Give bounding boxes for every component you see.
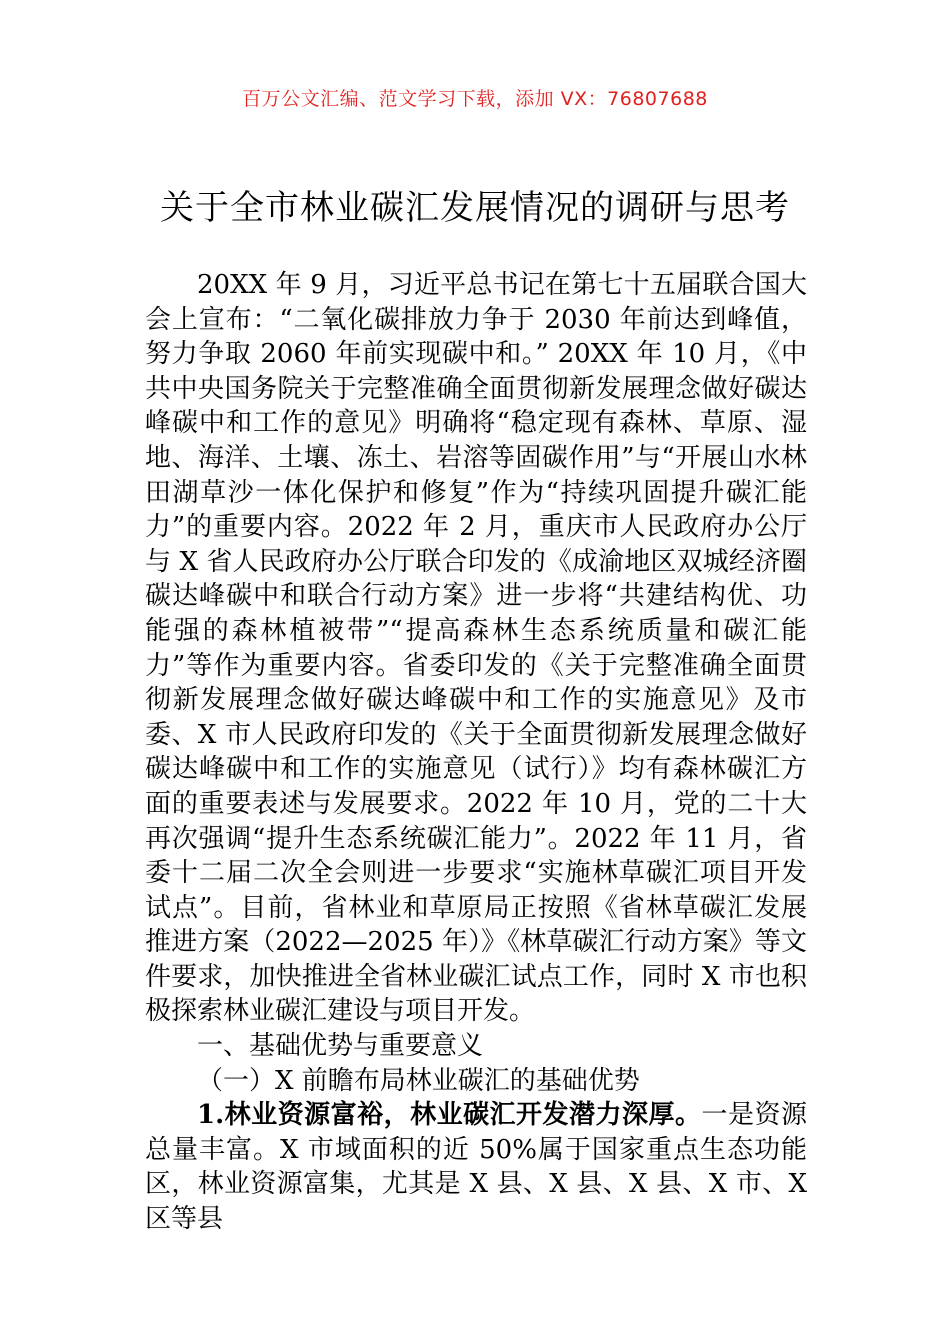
document-body [145,268,807,1237]
subsection-heading-1: （一）X 前瞻布局林业碳汇的基础优势 [197,1065,640,1096]
section-heading-1: 一、基础优势与重要意义 [197,1031,484,1062]
document-title: 关于全市林业碳汇发展情况的调研与思考 [160,188,790,228]
resource-paragraph-lead: 1.林业资源富裕，林业碳汇开发潜力深厚。 [197,1100,702,1131]
resource-paragraph-text: 一是资源总量丰富。X 市域面积的近 50%属于国家重点生态功能区，林业资源富集，尤其是 X 县、X 县、X 县、X 市、X 区等县 [145,1100,807,1235]
resource-paragraph [145,1098,807,1236]
intro-paragraph: 20XX 年 9 月，习近平总书记在第七十五届联合国大会上宣布：“二氧化碳排放力争于 2030 年前达到峰值，努力争取 2060 年前实现碳中和。” 20XX 年 10 月，《中共中央国务院关于完整准确全面贯彻新发展理念做好碳达峰碳中和工作的意见》明确将“稳定现有森林、草原、湿地、海洋、土壤、冻土、岩溶等固碳作用”与“开展山水林田湖草沙一体化保护和修复”作为“持续巩固提升碳汇能力”的重要内容。2022 年 2 月，重庆市人民政府办公厅与 X 省人民政府办公厅联合印发的《成渝地区双城经济圈碳达峰碳中和联合行动方案》进一步将“共建结构优、功能强的森林植被带”“提高森林生态系统质量和碳汇能力”等作为重要内容。省委印发的《关于完整准确全面贯彻新发展理念做好碳达峰碳中和工作的实施意见》及市委、X 市人民政府印发的《关于全面贯彻新发展理念做好碳达峰碳中和工作的实施意见（试行）》均有森林碳汇方面的重要表述与发展要求。2022 年 10 月，党的二十大再次强调“提升生态系统碳汇能力”。2022 年 11 月，省委十二届二次全会则进一步要求“实施林草碳汇项目开发试点”。目前，省林业和草原局正按照《省林草碳汇发展推进方案（2022—2025 年）》《林草碳汇行动方案》等文件要求，加快推进全省林业碳汇试点工作，同时 X 市也积极探索林业碳汇建设与项目开发。 [145,270,807,1027]
header-watermark-note: 百万公文汇编、范文学习下载，添加 VX：76807688 [242,88,708,110]
